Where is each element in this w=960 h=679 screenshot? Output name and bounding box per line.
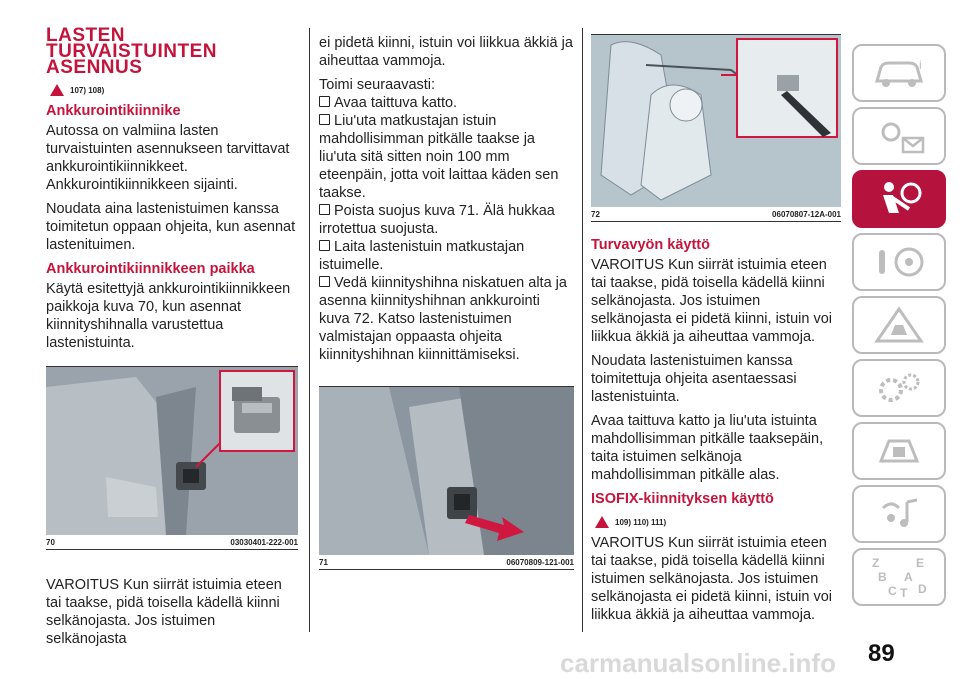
svg-text:Z: Z	[872, 556, 880, 570]
index-icon[interactable]	[852, 548, 946, 606]
svg-text:i: i	[919, 58, 922, 72]
paragraph-varoitus: VAROITUS Kun siirrät istuimia eteen tai taakse, pidä toisella kädellä kiinni selkänojasta. Jos istuimen selkänojasta	[46, 577, 282, 647]
figure-70	[46, 366, 298, 535]
step-item: Avaa taittuva katto.	[319, 94, 574, 112]
figure-71	[319, 386, 574, 555]
column-1	[46, 25, 298, 654]
step-item: Liu'uta matkustajan istuin mahdollisimman pitkälle taakse ja liu'uta sitä sitten noin 100 mm eteenpäin, jotta voit laittaa käden sen taakse.	[319, 113, 559, 201]
figure-72	[591, 34, 841, 207]
heading-isofix: ISOFIX-kiinnityksen käyttö	[591, 491, 774, 507]
heading-ankkurointikiinnikkeen-paikka: Ankkurointikiinnikkeen paikka	[46, 261, 255, 277]
paragraph: ei pidetä kiinni, istuin voi liikkua äkkiä ja aiheuttaa vammoja.	[319, 35, 573, 69]
warning-reference: 107) 108)	[50, 84, 298, 96]
checkbox-bullet-icon	[319, 240, 330, 251]
starting-driving-icon[interactable]	[852, 233, 946, 291]
svg-text:T: T	[900, 586, 908, 599]
svg-text:A: A	[904, 570, 913, 584]
tether-strap-illustration	[591, 35, 841, 207]
step-list	[319, 94, 574, 364]
maintenance-icon[interactable]	[852, 359, 946, 417]
column-2	[319, 34, 574, 570]
paragraph: Käytä esitettyjä ankkurointikiinnikkeen paikkoja kuva 70, kun asennat kiinnityshihnalla varustettua lastenistuinta.	[46, 281, 291, 351]
heading-turvavyon-kaytto: Turvavyön käyttö	[591, 237, 710, 253]
paragraph: Toimi seuraavasti:	[319, 77, 436, 93]
heading-ankkurointikiinnike: Ankkurointikiinnike	[46, 103, 181, 119]
checkbox-bullet-icon	[319, 276, 330, 287]
figure-caption: 70 03030401-222-001	[46, 535, 298, 550]
column-3	[591, 34, 841, 630]
watermark: carmanualsonline.info	[560, 648, 836, 678]
anchor-location-illustration	[46, 367, 298, 535]
column-divider	[309, 28, 310, 632]
warning-lights-icon[interactable]	[852, 107, 946, 165]
step-item: Vedä kiinnityshihna niskatuen alta ja asenna kiinnityshihnan ankkurointi kuva 72. Katso lastenistuimen valmistajan oppaasta ohjeita kiinnityshihnan kiinnittämiseksi.	[319, 275, 567, 363]
checkbox-bullet-icon	[319, 114, 330, 125]
paragraph: Autossa on valmiina lasten turvaistuinten asennukseen tarvittavat ankkurointikiinnikkeet. Ankkurointikiinnikkeen sijainti.	[46, 123, 290, 193]
svg-text:C: C	[888, 584, 897, 598]
figure-caption: 71 06070809-121-001	[319, 555, 574, 570]
checkbox-bullet-icon	[319, 96, 330, 107]
svg-text:E: E	[916, 556, 925, 570]
page-number: 89	[868, 640, 895, 667]
paragraph-varoitus: VAROITUS Kun siirrät istuimia eteen tai taakse, pidä toisella kädellä kiinni selkänojasta. Jos istuimen selkänojasta ei pidetä kiinni, istuin voi liikkua äkkiä ja aiheuttaa vammoja.	[591, 257, 832, 345]
step-item: Poista suojus kuva 71. Älä hukkaa irrotettua suojusta.	[319, 203, 555, 237]
warning-triangle-icon	[50, 84, 64, 96]
checkbox-bullet-icon	[319, 204, 330, 215]
figure-caption: 72 06070807-12A-001	[591, 207, 841, 222]
technical-data-icon[interactable]	[852, 422, 946, 480]
safety-airbag-icon[interactable]	[852, 170, 946, 228]
paragraph-varoitus: VAROITUS Kun siirrät istuimia eteen tai taakse, pidä toisella kädellä kiinni istuimen selkänojasta. Jos istuimen selkänojasta ei pidetä kiinni, istuin voi liikkua äkkiä ja aiheuttaa vammoja.	[591, 535, 832, 623]
svg-text:B: B	[878, 570, 887, 584]
warning-reference: 109) 110) 111)	[595, 516, 841, 528]
chapter-tab-bar	[852, 44, 948, 611]
paragraph: Noudata lastenistuimen kanssa toimitettuja ohjeita asentaessasi lastenistuinta.	[591, 353, 797, 405]
section-title: LASTEN TURVAISTUINTEN ASENNUS	[46, 25, 217, 78]
emergency-icon[interactable]	[852, 296, 946, 354]
step-item: Laita lastenistuin matkustajan istuimelle.	[319, 239, 525, 273]
car-info-icon[interactable]	[852, 44, 946, 102]
cover-removal-illustration	[319, 387, 574, 555]
warning-triangle-icon	[595, 516, 609, 528]
column-divider	[582, 28, 583, 632]
multimedia-icon[interactable]	[852, 485, 946, 543]
svg-text:D: D	[918, 582, 927, 596]
paragraph: Avaa taittuva katto ja liu'uta istuinta mahdollisimman pitkälle taaksepäin, taita istuimen selkänoja mahdollisimman pitkälle alas.	[591, 413, 824, 483]
paragraph: Noudata aina lastenistuimen kanssa toimitetun oppaan ohjeita, kun asennat lastenituimen.	[46, 201, 296, 253]
